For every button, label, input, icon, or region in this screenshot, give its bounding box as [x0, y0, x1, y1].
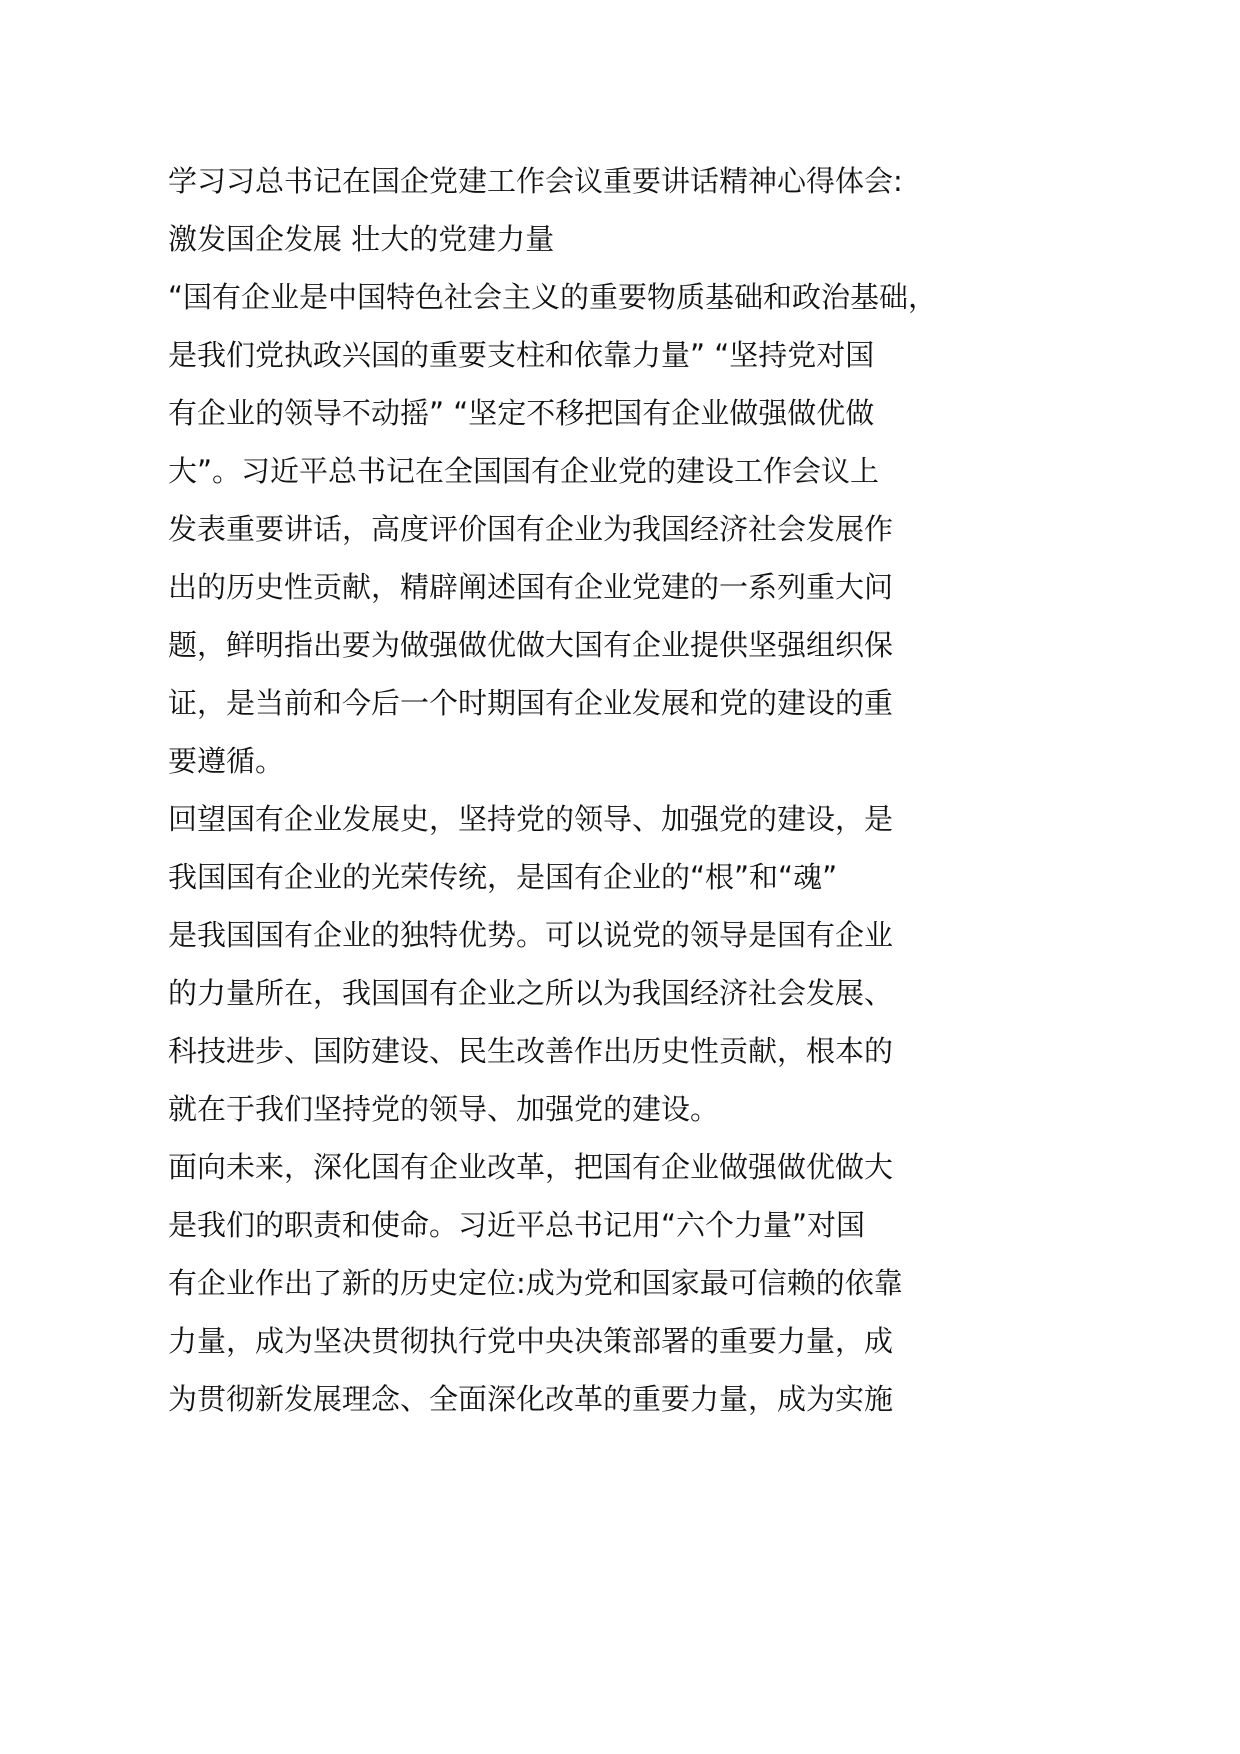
- text-line: 发表重要讲话，高度评价国有企业为我国经济社会发展作: [168, 512, 894, 546]
- text-line: 力量，成为坚决贯彻执行党中央决策部署的重要力量，成: [168, 1324, 894, 1358]
- text-line: 我国国有企业的光荣传统，是国有企业的“根”和“魂”: [168, 860, 838, 894]
- text-line: 要遵循。: [168, 744, 285, 778]
- text-line: 有企业作出了新的历史定位:成为党和国家最可信赖的依靠: [168, 1266, 903, 1300]
- document-body: [168, 152, 968, 1428]
- text-line: 是我们的职责和使命。习近平总书记用“六个力量”对国: [168, 1208, 866, 1242]
- title-line: 学习习总书记在国企党建工作会议重要讲话精神心得体会:: [168, 164, 903, 198]
- text-line: 是我国国有企业的独特优势。可以说党的领导是国有企业: [168, 918, 894, 952]
- text-line: 的力量所在，我国国有企业之所以为我国经济社会发展、: [168, 976, 894, 1010]
- text-line: 大”。习近平总书记在全国国有企业党的建设工作会议上: [168, 454, 880, 488]
- text-line: 证，是当前和今后一个时期国有企业发展和党的建设的重: [168, 686, 894, 720]
- text-line: 出的历史性贡献，精辟阐述国有企业党建的一系列重大问: [168, 570, 894, 604]
- text-line: 题，鲜明指出要为做强做优做大国有企业提供坚强组织保: [168, 628, 894, 662]
- subtitle-line: 激发国企发展 壮大的党建力量: [168, 222, 555, 256]
- text-line: 就在于我们坚持党的领导、加强党的建设。: [168, 1092, 720, 1126]
- text-line: 有企业的领导不动摇” “坚定不移把国有企业做强做优做: [168, 396, 875, 430]
- paragraph-1: [168, 268, 968, 790]
- document-title: [168, 152, 968, 268]
- text-line: 回望国有企业发展史，坚持党的领导、加强党的建设，是: [168, 802, 894, 836]
- paragraph-3: [168, 1138, 968, 1428]
- paragraph-2: [168, 790, 968, 1138]
- text-line: 科技进步、国防建设、民生改善作出历史性贡献，根本的: [168, 1034, 894, 1068]
- text-line: 是我们党执政兴国的重要支柱和依靠力量” “坚持党对国: [168, 338, 875, 372]
- text-line: 为贯彻新发展理念、全面深化改革的重要力量，成为实施: [168, 1382, 894, 1416]
- text-line: 面向未来，深化国有企业改革，把国有企业做强做优做大: [168, 1150, 894, 1184]
- text-line: “国有企业是中国特色社会主义的重要物质基础和政治基础，: [168, 280, 938, 314]
